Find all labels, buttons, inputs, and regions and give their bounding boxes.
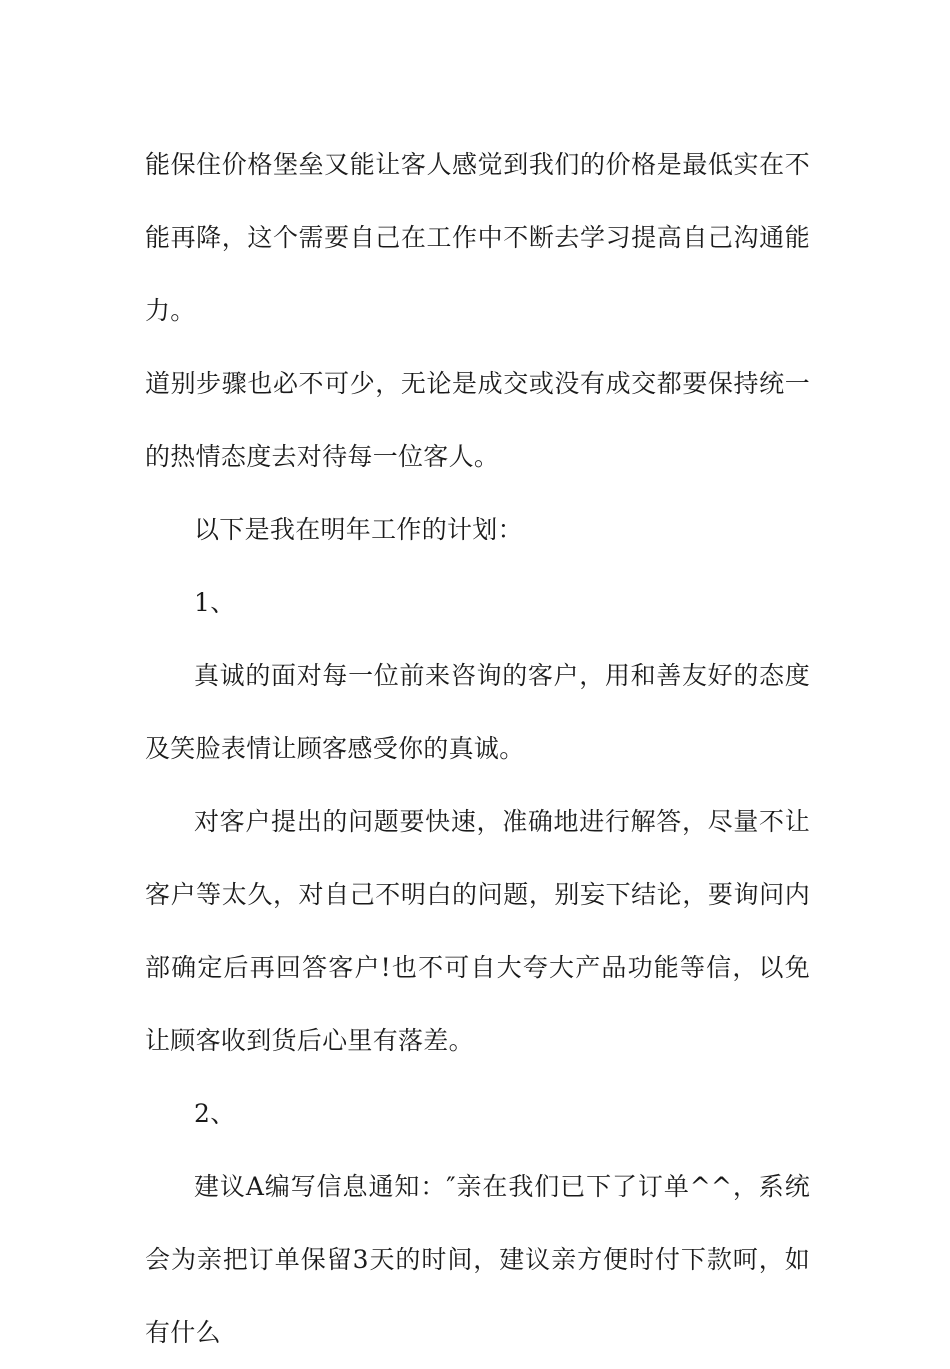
paragraph-quick-answers: 对客户提出的问题要快速，准确地进行解答，尽量不让客户等太久，对自己不明白的问题，别妄下结论，要询问内部确定后再回答客户!也不可自大夸大产品功能等信，以免让顾客收到货后心里有落差。 xyxy=(145,807,810,1055)
paragraph-order-notice: 建议A编写信息通知：″亲在我们已下了订单^^，系统会为亲把订单保留3天的时间，建议亲方便时付下款呵，如有什么 xyxy=(145,1172,810,1347)
paragraph-sincere-service: 真诚的面对每一位前来咨询的客户，用和善友好的态度及笑脸表情让顾客感受你的真诚。 xyxy=(145,661,810,763)
paragraph-farewell-step: 道别步骤也必不可少，无论是成交或没有成交都要保持统一的热情态度去对待每一位客人。 xyxy=(145,369,810,471)
list-number-2: 2、 xyxy=(194,1099,236,1128)
paragraph-plan-intro: 以下是我在明年工作的计划： xyxy=(194,515,523,544)
paragraph-price-communication: 能保住价格堡垒又能让客人感觉到我们的价格是最低实在不能再降，这个需要自己在工作中不断去学习提高自己沟通能力。 xyxy=(145,150,810,325)
document-body xyxy=(145,128,810,1369)
list-number-1: 1、 xyxy=(194,588,236,617)
